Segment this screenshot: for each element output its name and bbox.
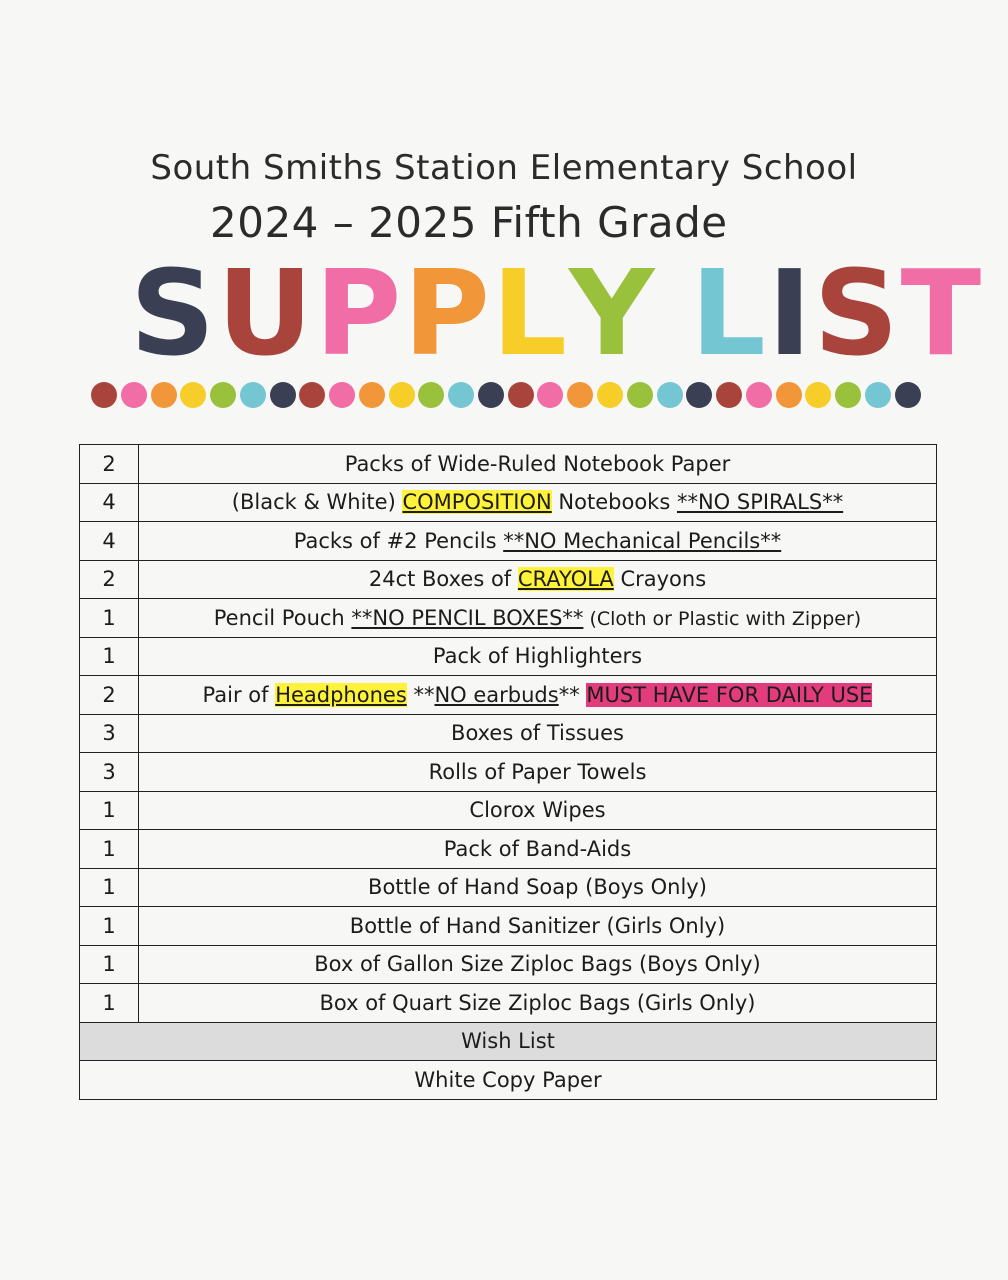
title-letter: Y	[569, 244, 657, 382]
title-letter: L	[690, 244, 768, 382]
table-row	[80, 445, 937, 484]
wish-list-row	[80, 1061, 937, 1100]
title-letter: S	[130, 244, 217, 382]
decorative-dot	[240, 382, 266, 408]
quantity-cell: 1	[80, 984, 139, 1023]
item-cell: Rolls of Paper Towels	[139, 753, 937, 792]
decorative-dot	[359, 382, 385, 408]
decorative-dot	[210, 382, 236, 408]
decorative-dot	[657, 382, 683, 408]
table-row	[80, 830, 937, 869]
title-letter: U	[217, 244, 315, 382]
title-letter: P	[314, 244, 404, 382]
school-name: South Smiths Station Elementary School	[150, 148, 858, 188]
decorative-dot	[567, 382, 593, 408]
item-text: Notebooks	[551, 490, 677, 515]
item-cell: Bottle of Hand Sanitizer (Girls Only)	[139, 907, 937, 946]
highlighted-brand: COMPOSITION	[402, 490, 552, 515]
item-cell: Pack of Band-Aids	[139, 830, 937, 869]
wish-list-heading: Wish List	[80, 1022, 937, 1061]
item-cell: Packs of Wide-Ruled Notebook Paper	[139, 445, 937, 484]
decorative-dot	[418, 382, 444, 408]
item-cell	[139, 522, 937, 561]
table-row	[80, 907, 937, 946]
decorative-dot	[776, 382, 802, 408]
decorative-dot	[627, 382, 653, 408]
item-cell: Boxes of Tissues	[139, 714, 937, 753]
decorative-dot	[478, 382, 504, 408]
supply-list-title	[130, 244, 984, 382]
table-row	[80, 791, 937, 830]
quantity-cell: 2	[80, 560, 139, 599]
title-letter: L	[491, 244, 569, 382]
daily-use-alert: MUST HAVE FOR DAILY USE	[586, 682, 873, 707]
decorative-dot	[895, 382, 921, 408]
quantity-cell: 1	[80, 907, 139, 946]
quantity-cell: 1	[80, 637, 139, 676]
restriction-note: **NO Mechanical Pencils**	[503, 528, 782, 553]
decorative-dot	[448, 382, 474, 408]
decorative-dot	[91, 382, 117, 408]
decorative-dot	[805, 382, 831, 408]
title-gap	[656, 248, 690, 378]
restriction-note: NO earbuds	[434, 682, 559, 707]
restriction-note: **NO SPIRALS**	[676, 490, 844, 515]
quantity-cell: 1	[80, 868, 139, 907]
supply-table	[79, 444, 937, 1100]
wish-list-item: White Copy Paper	[80, 1061, 937, 1100]
table-row	[80, 676, 937, 715]
decorative-dot	[746, 382, 772, 408]
quantity-cell: 4	[80, 522, 139, 561]
quantity-cell: 2	[80, 676, 139, 715]
table-row	[80, 637, 937, 676]
decorative-dot	[835, 382, 861, 408]
decorative-dot	[597, 382, 623, 408]
item-cell	[139, 483, 937, 522]
restriction-note: **NO PENCIL BOXES**	[351, 605, 584, 630]
title-letter: P	[403, 244, 492, 382]
quantity-cell: 2	[80, 445, 139, 484]
highlighted-brand: CRAYOLA	[517, 567, 614, 592]
item-text: (Cloth or Plastic with Zipper)	[583, 607, 862, 630]
quantity-cell: 1	[80, 945, 139, 984]
item-cell: Clorox Wipes	[139, 791, 937, 830]
title-letter: S	[813, 244, 901, 382]
item-text: **	[558, 682, 587, 707]
decorative-dot	[508, 382, 534, 408]
item-cell	[139, 599, 937, 638]
item-text: **	[406, 682, 435, 707]
decorative-dot	[180, 382, 206, 408]
grade-year-title: 2024 – 2025 Fifth Grade	[210, 198, 728, 247]
decorative-dot	[270, 382, 296, 408]
item-cell	[139, 560, 937, 599]
table-row	[80, 984, 937, 1023]
table-row	[80, 753, 937, 792]
table-row	[80, 868, 937, 907]
item-cell: Box of Gallon Size Ziploc Bags (Boys Only)	[139, 945, 937, 984]
decorative-dot	[329, 382, 355, 408]
quantity-cell: 1	[80, 599, 139, 638]
wish-list-header-row	[80, 1022, 937, 1061]
item-cell	[139, 676, 937, 715]
decorative-dot	[299, 382, 325, 408]
table-row	[80, 714, 937, 753]
decorative-dot	[389, 382, 415, 408]
title-letter: I	[767, 244, 814, 382]
quantity-cell: 1	[80, 791, 139, 830]
highlighted-brand: Headphones	[275, 682, 407, 707]
item-text: Pair of	[202, 682, 276, 707]
item-text: (Black & White)	[231, 490, 403, 515]
quantity-cell: 4	[80, 483, 139, 522]
decorative-dot	[537, 382, 563, 408]
item-cell: Box of Quart Size Ziploc Bags (Girls Only)	[139, 984, 937, 1023]
decorative-dot	[716, 382, 742, 408]
quantity-cell: 3	[80, 753, 139, 792]
decorative-dot	[121, 382, 147, 408]
item-text: 24ct Boxes of	[368, 567, 518, 592]
quantity-cell: 3	[80, 714, 139, 753]
decorative-dot	[686, 382, 712, 408]
table-row	[80, 483, 937, 522]
quantity-cell: 1	[80, 830, 139, 869]
table-row	[80, 522, 937, 561]
item-text: Pencil Pouch	[213, 605, 352, 630]
item-cell: Pack of Highlighters	[139, 637, 937, 676]
item-text: Crayons	[613, 567, 707, 592]
item-cell: Bottle of Hand Soap (Boys Only)	[139, 868, 937, 907]
decorative-dot	[865, 382, 891, 408]
decorative-dot-row	[91, 382, 921, 410]
table-row	[80, 599, 937, 638]
table-row	[80, 945, 937, 984]
table-row	[80, 560, 937, 599]
title-letter: T	[900, 244, 984, 382]
item-text: Packs of #2 Pencils	[293, 528, 504, 553]
decorative-dot	[151, 382, 177, 408]
